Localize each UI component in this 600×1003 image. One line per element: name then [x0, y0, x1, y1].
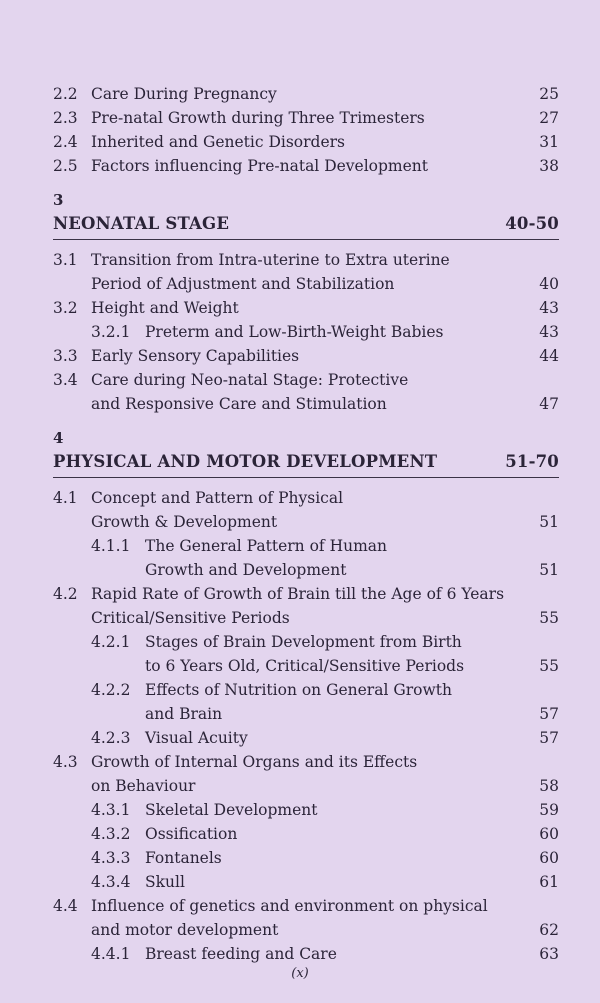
entry-title: The General Pattern of Human [145, 537, 388, 555]
entry-title-cont: and Responsive Care and Stimulation [91, 395, 387, 413]
chapter-title: PHYSICAL AND MOTOR DEVELOPMENT [53, 452, 438, 471]
entry-title-cont: Growth and Development [145, 561, 347, 579]
toc-entry-continuation [53, 606, 559, 630]
toc-entry [53, 894, 559, 918]
entry-number: 4.3.4 [91, 873, 131, 891]
entry-title: Skeletal Development [145, 801, 318, 819]
toc-entry [53, 82, 559, 106]
entry-number: 4.4.1 [91, 945, 131, 963]
entry-title: Rapid Rate of Growth of Brain till the Age of 6 Years [91, 585, 505, 603]
entry-title: Ossification [145, 825, 238, 843]
entry-number: 4.1 [53, 489, 78, 507]
toc-subentry [53, 870, 559, 894]
entry-number: 4.2.2 [91, 681, 131, 699]
entry-title: Care during Neo-natal Stage: Protective [91, 371, 409, 389]
entry-title: Visual Acuity [145, 729, 248, 747]
chapter-page-range: 40-50 [505, 214, 559, 233]
chapter-heading [53, 211, 559, 240]
entry-page: 51 [539, 561, 559, 579]
toc-subentry [53, 534, 559, 558]
toc-subentry [53, 630, 559, 654]
toc-subentry [53, 942, 559, 966]
spacer [53, 416, 559, 427]
chapter-page-range: 51-70 [505, 452, 559, 471]
entry-page: 44 [539, 347, 559, 365]
entry-number: 4.2.3 [91, 729, 131, 747]
toc-entry [53, 248, 559, 272]
entry-page: 61 [539, 873, 559, 891]
toc-entry [53, 130, 559, 154]
entry-title: Effects of Nutrition on General Growth [145, 681, 452, 699]
entry-title: Skull [145, 873, 185, 891]
entry-number: 4.2.1 [91, 633, 131, 651]
entry-number: 4.4 [53, 897, 78, 915]
toc-entry [53, 154, 559, 178]
entry-number: 4.2 [53, 585, 78, 603]
entry-title-cont: Growth & Development [91, 513, 278, 531]
toc-entry [53, 344, 559, 368]
entry-title: Preterm and Low-Birth-Weight Babies [145, 323, 444, 341]
entry-page: 51 [539, 513, 559, 531]
entry-title-cont: to 6 Years Old, Critical/Sensitive Periods [145, 657, 465, 675]
entry-number: 4.3 [53, 753, 78, 771]
entry-title: Early Sensory Capabilities [91, 347, 300, 365]
toc-entry [53, 368, 559, 392]
chapter-title: NEONATAL STAGE [53, 214, 230, 233]
toc-entry-continuation [53, 774, 559, 798]
chapter-number: 4 [53, 429, 64, 447]
entry-title: Growth of Internal Organs and its Effects [91, 753, 418, 771]
chapter-heading [53, 449, 559, 478]
page-number: (x) [291, 966, 309, 981]
toc-subentry [53, 822, 559, 846]
entry-title: Factors influencing Pre-natal Development [91, 157, 429, 175]
toc-subentry [53, 798, 559, 822]
toc-entry-continuation [53, 272, 559, 296]
entry-page: 25 [539, 85, 559, 103]
toc-entry-continuation [53, 510, 559, 534]
entry-title: Care During Pregnancy [91, 85, 277, 103]
entry-page: 31 [539, 133, 559, 151]
entry-number: 3.3 [53, 347, 78, 365]
toc-subentry [53, 678, 559, 702]
entry-number: 2.4 [53, 133, 78, 151]
chapter-number: 3 [53, 191, 64, 209]
toc-entry [53, 296, 559, 320]
toc-subentry [53, 846, 559, 870]
entry-page: 63 [539, 945, 559, 963]
entry-number: 2.5 [53, 157, 78, 175]
entry-page: 40 [539, 275, 559, 293]
entry-page: 58 [539, 777, 559, 795]
entry-title: Pre-natal Growth during Three Trimesters [91, 109, 425, 127]
entry-title-cont: Period of Adjustment and Stabilization [91, 275, 395, 293]
entry-title: Transition from Intra-uterine to Extra uterine [91, 251, 450, 269]
entry-title-cont: and Brain [145, 705, 223, 723]
toc-subentry-continuation [53, 702, 559, 726]
toc-subentry [53, 320, 559, 344]
toc-entry-continuation [53, 918, 559, 942]
entry-page: 57 [539, 705, 559, 723]
entry-title: Inherited and Genetic Disorders [91, 133, 345, 151]
entry-number: 4.3.3 [91, 849, 131, 867]
entry-title: Height and Weight [91, 299, 239, 317]
entry-page: 62 [539, 921, 559, 939]
toc-entry [53, 750, 559, 774]
entry-page: 55 [539, 609, 559, 627]
entry-number: 3.2.1 [91, 323, 131, 341]
entry-title: Concept and Pattern of Physical [91, 489, 344, 507]
entry-page: 59 [539, 801, 559, 819]
entry-title-cont: on Behaviour [91, 777, 196, 795]
entry-title: Fontanels [145, 849, 222, 867]
entry-title: Breast feeding and Care [145, 945, 337, 963]
entry-number: 3.1 [53, 251, 78, 269]
toc-subentry [53, 726, 559, 750]
table-of-contents [53, 82, 559, 966]
entry-page: 43 [539, 323, 559, 341]
toc-subentry-continuation [53, 558, 559, 582]
spacer [53, 178, 559, 189]
entry-number: 4.3.1 [91, 801, 131, 819]
entry-page: 60 [539, 849, 559, 867]
entry-number: 3.4 [53, 371, 78, 389]
entry-title: Stages of Brain Development from Birth [145, 633, 462, 651]
entry-number: 2.3 [53, 109, 78, 127]
entry-title: Influence of genetics and environment on physical [91, 897, 488, 915]
entry-page: 57 [539, 729, 559, 747]
toc-entry [53, 106, 559, 130]
toc-entry [53, 486, 559, 510]
toc-entry [53, 582, 559, 606]
entry-page: 38 [539, 157, 559, 175]
entry-title-cont: Critical/Sensitive Periods [91, 609, 290, 627]
entry-page: 47 [539, 395, 559, 413]
toc-entry-continuation [53, 392, 559, 416]
entry-page: 43 [539, 299, 559, 317]
entry-number: 4.1.1 [91, 537, 131, 555]
entry-number: 2.2 [53, 85, 78, 103]
entry-title-cont: and motor development [91, 921, 279, 939]
entry-page: 27 [539, 109, 559, 127]
entry-number: 4.3.2 [91, 825, 131, 843]
entry-number: 3.2 [53, 299, 78, 317]
entry-page: 55 [539, 657, 559, 675]
entry-page: 60 [539, 825, 559, 843]
toc-subentry-continuation [53, 654, 559, 678]
